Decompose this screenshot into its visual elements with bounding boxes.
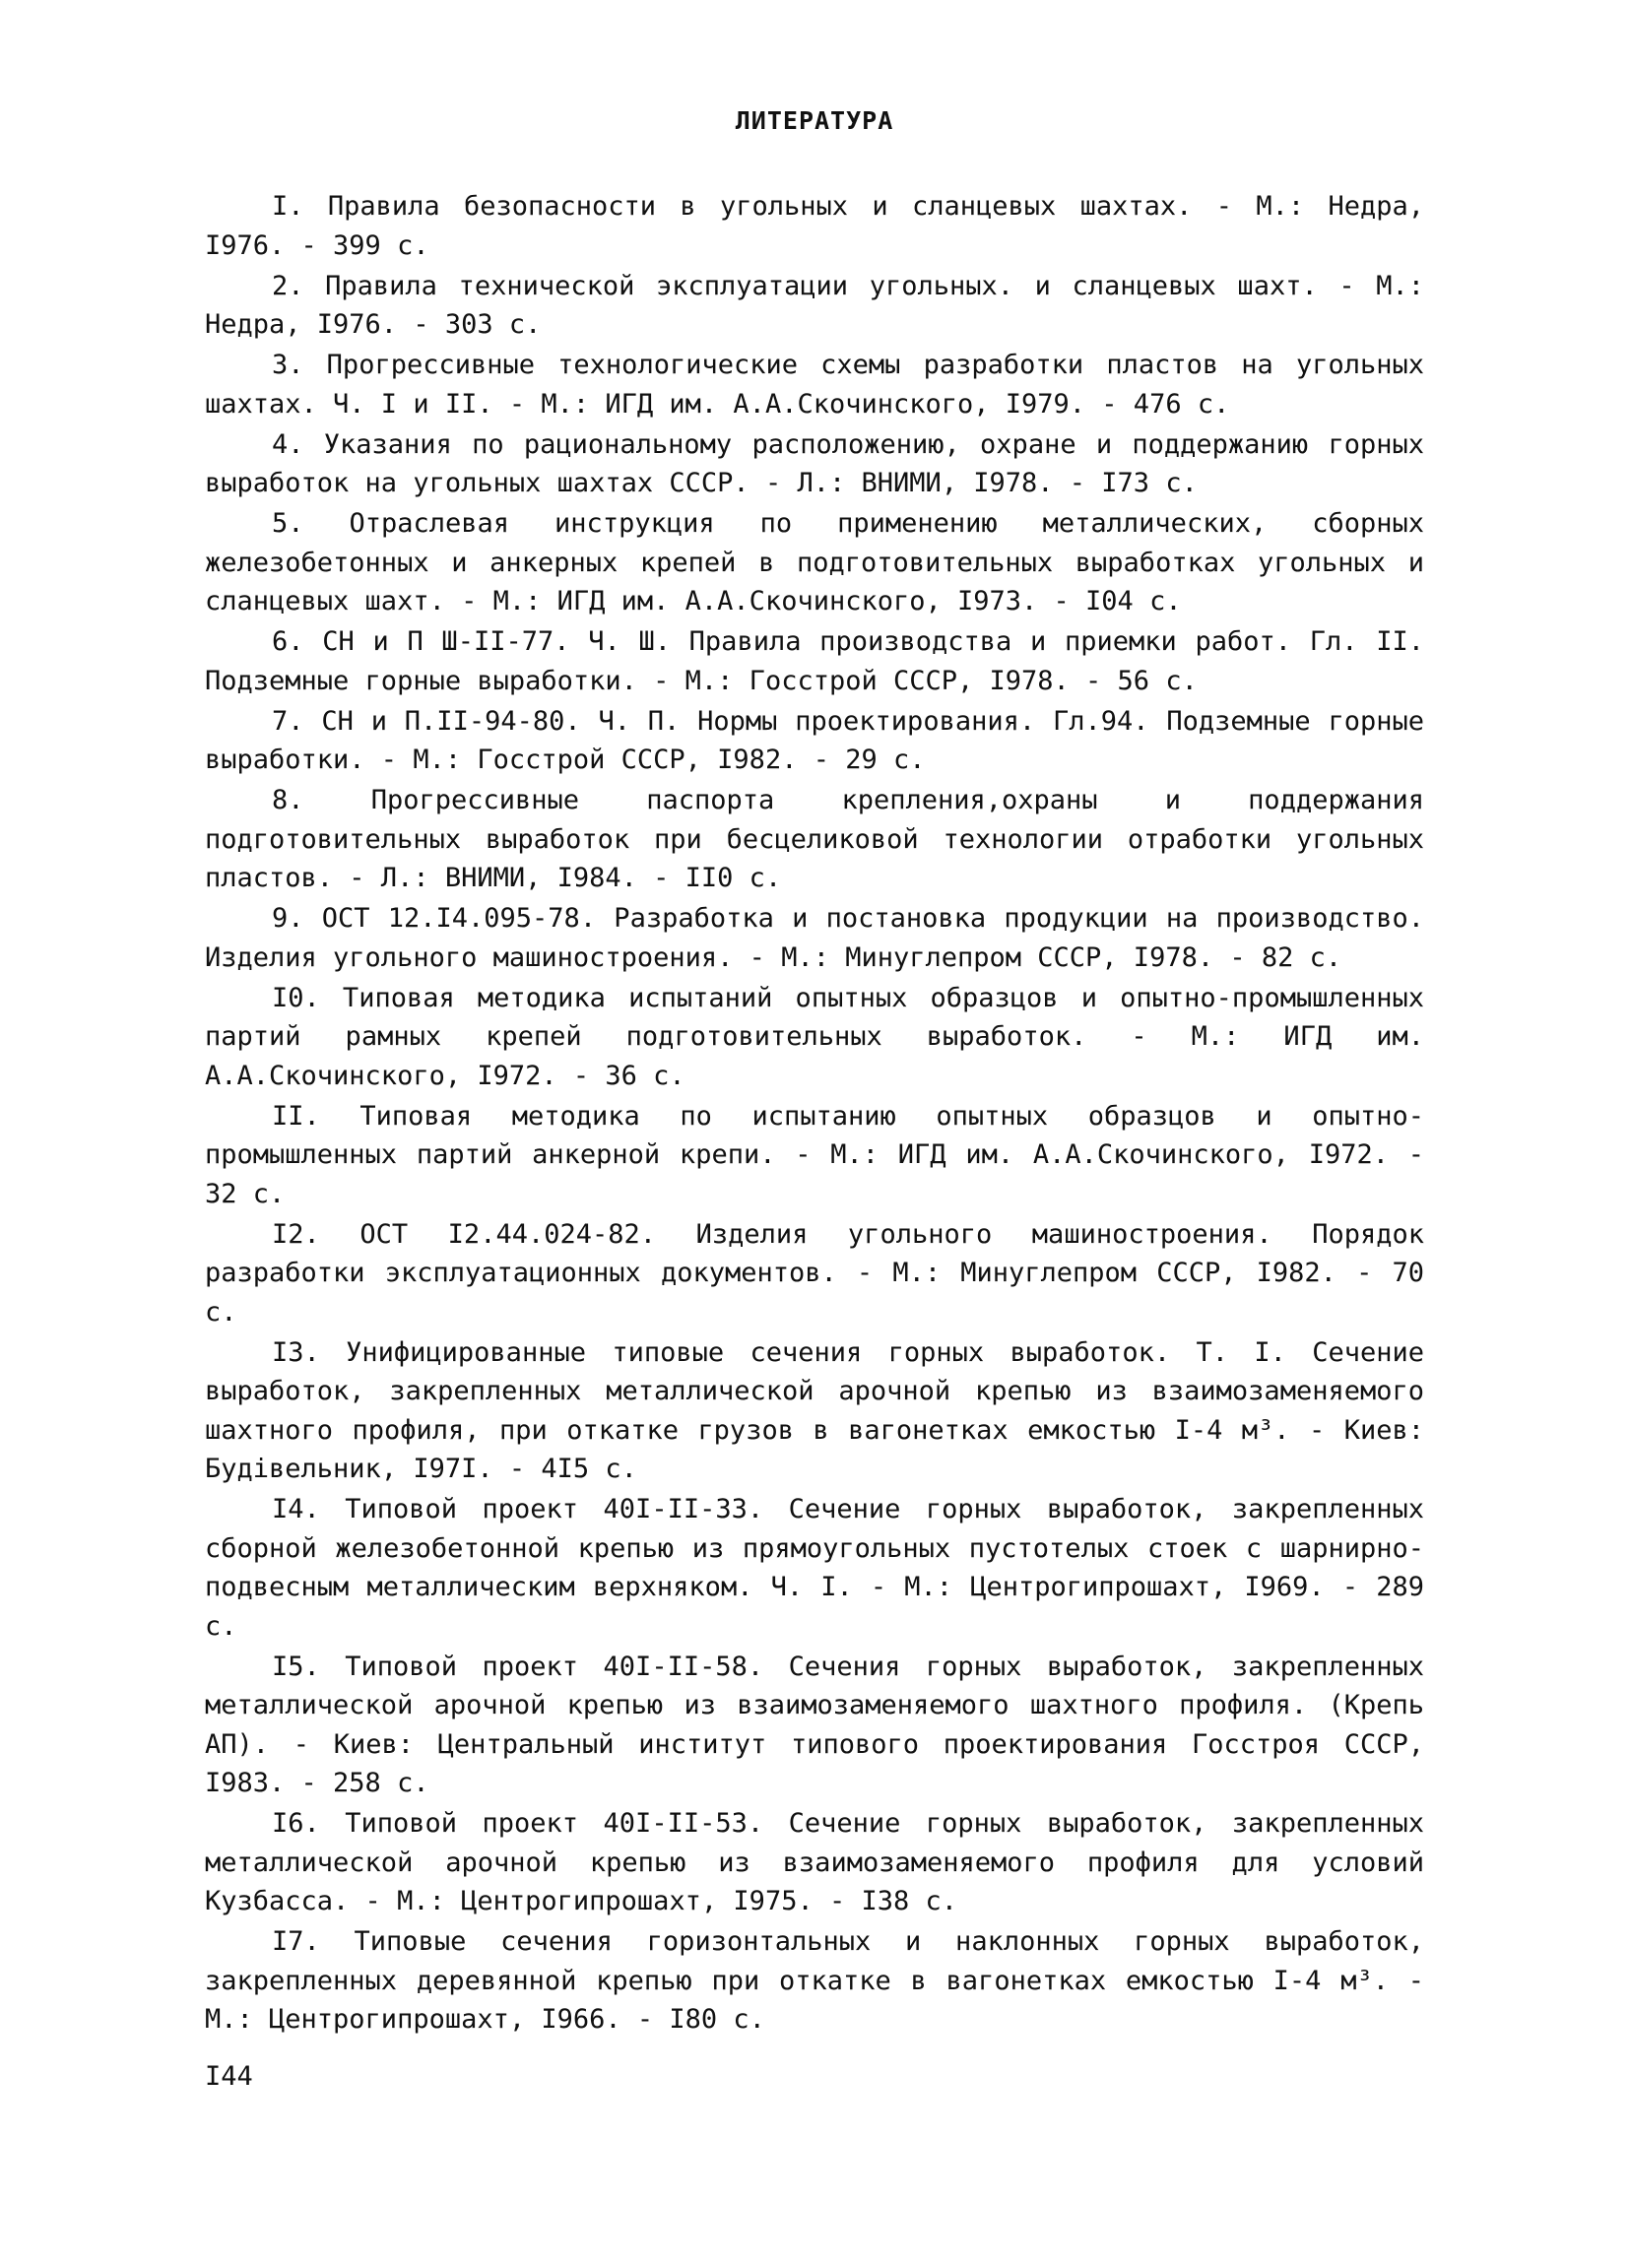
reference-item: I3. Унифицированные типовые сечения горных выработок. Т. I. Сечение выработок, закрепленных металлической арочной крепью из взаимозаменяемого шахтного профиля, при откатке грузов в вагонетках емкостью I-4 м³. - Киев: Будівельник, I97I. - 4I5 с. bbox=[205, 1336, 1424, 1484]
reference-item: I5. Типовой проект 40I-II-58. Сечения горных выработок, закрепленных металлической арочной крепью из взаимозаменяемого шахтного профиля. (Крепь АП). - Киев: Центральный институт типового проектирования Госстроя СССР, I983. - 258 с. bbox=[205, 1651, 1424, 1798]
reference-item: 2. Правила технической эксплуатации угольных. и сланцевых шахт. - М.: Недра, I976. - 303 с. bbox=[205, 270, 1424, 340]
reference-item: 9. ОСТ 12.I4.095-78. Разработка и постановка продукции на производство. Изделия угольного машиностроения. - М.: Минуглепром СССР, I978. - 82 с. bbox=[205, 903, 1424, 973]
page-number: I44 bbox=[205, 2061, 253, 2092]
reference-item: 6. СН и П Ш-II-77. Ч. Ш. Правила производства и приемки работ. Гл. II. Подземные горные выработки. - М.: Госстрой СССР, I978. - 56 с. bbox=[205, 626, 1424, 696]
reference-item: 5. Отраслевая инструкция по применению металлических, сборных железобетонных и анкерных крепей в подготовительных выработках угольных и сланцевых шахт. - М.: ИГД им. А.А.Скочинского, I973. - I04 с. bbox=[205, 508, 1424, 616]
reference-item: I2. ОСТ I2.44.024-82. Изделия угольного машиностроения. Порядок разработки эксплуатационных документов. - М.: Минуглепром СССР, I982. - 70 с. bbox=[205, 1218, 1424, 1328]
reference-item: I0. Типовая методика испытаний опытных образцов и опытно-промышленных партий рамных крепей подготовительных выработок. - М.: ИГД им. А.А.Скочинского, I972. - 36 с. bbox=[205, 982, 1424, 1091]
reference-item: I7. Типовые сечения горизонтальных и наклонных горных выработок, закрепленных деревянной крепью при откатке в вагонетках емкостью I-4 м³. - М.: Центрогипрошахт, I966. - I80 с. bbox=[205, 1926, 1424, 2035]
page-title: ЛИТЕРАТУРА bbox=[735, 106, 894, 135]
reference-list bbox=[205, 187, 1424, 2041]
reference-item: I6. Типовой проект 40I-II-53. Сечение горных выработок, закрепленных металлической арочной крепью из взаимозаменяемого профиля для условий Кузбасса. - М.: Центрогипрошахт, I975. - I38 с. bbox=[205, 1808, 1424, 1916]
reference-item: 3. Прогрессивные технологические схемы разработки пластов на угольных шахтах. Ч. I и II. - М.: ИГД им. А.А.Скочинского, I979. - 476 с. bbox=[205, 350, 1424, 420]
reference-item: 7. СН и П.II-94-80. Ч. П. Нормы проектирования. Гл.94. Подземные горные выработки. - М.: Госстрой СССР, I982. - 29 с. bbox=[205, 705, 1424, 775]
reference-item: II. Типовая методика по испытанию опытных образцов и опытно-промышленных партий анкерной крепи. - М.: ИГД им. А.А.Скочинского, I972. - 32 с. bbox=[205, 1100, 1424, 1209]
reference-item: I4. Типовой проект 40I-II-33. Сечение горных выработок, закрепленных сборной железобетонной крепью из прямоугольных пустотелых стоек с шарнирно-подвесным металлическим верхняком. Ч. I. - М.: Центрогипрошахт, I969. - 289 с. bbox=[205, 1494, 1424, 1642]
reference-item: I. Правила безопасности в угольных и сланцевых шахтах. - М.: Недра, I976. - 399 с. bbox=[205, 191, 1424, 261]
reference-item: 8. Прогрессивные паспорта крепления,охраны и поддержания подготовительных выработок при бесцеликовой технологии отработки угольных пластов. - Л.: ВНИМИ, I984. - II0 с. bbox=[205, 785, 1424, 893]
reference-item: 4. Указания по рациональному расположению, охране и поддержанию горных выработок на угольных шахтах СССР. - Л.: ВНИМИ, I978. - I73 с. bbox=[205, 428, 1424, 498]
